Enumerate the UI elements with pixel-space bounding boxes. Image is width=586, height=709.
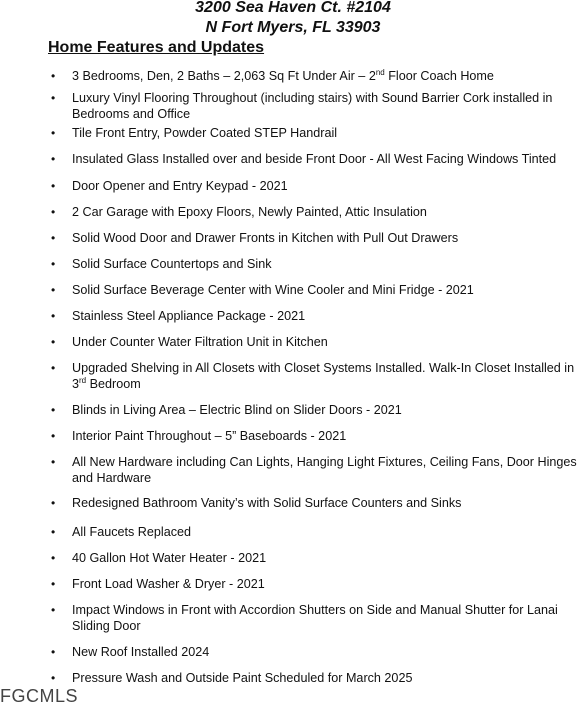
bullet-icon: • <box>51 525 56 539</box>
bullet-icon: • <box>51 126 56 140</box>
feature-text: Redesigned Bathroom Vanity’s with Solid Surface Counters and Sinks <box>72 496 462 510</box>
bullet-icon: • <box>51 205 56 219</box>
bullet-icon: • <box>51 603 56 617</box>
feature-text: 2 Car Garage with Epoxy Floors, Newly Painted, Attic Insulation <box>72 205 427 219</box>
bullet-icon: • <box>51 577 56 591</box>
bullet-icon: • <box>51 152 56 166</box>
feature-text: Stainless Steel Appliance Package - 2021 <box>72 309 306 323</box>
feature-text: Tile Front Entry, Powder Coated STEP Handrail <box>72 126 338 140</box>
bullet-icon: • <box>51 179 56 193</box>
bullet-icon: • <box>51 671 56 685</box>
feature-text: Blinds in Living Area – Electric Blind on Slider Doors - 2021 <box>72 403 402 417</box>
feature-text: Luxury Vinyl Flooring Throughout (including stairs) with Sound Barrier Cork installed in Bedrooms and Office <box>72 91 553 121</box>
bullet-icon: • <box>51 455 56 469</box>
feature-text: Solid Wood Door and Drawer Fronts in Kitchen with Pull Out Drawers <box>72 231 459 245</box>
bullet-icon: • <box>51 403 56 417</box>
address-street: 3200 Sea Haven Ct. #2104 <box>195 0 391 16</box>
feature-text: Door Opener and Entry Keypad - 2021 <box>72 179 288 193</box>
bullet-icon: • <box>51 257 56 271</box>
feature-text: Interior Paint Throughout – 5” Baseboards - 2021 <box>72 429 347 443</box>
bullet-icon: • <box>51 496 56 510</box>
feature-text: Upgraded Shelving in All Closets with Closet Systems Installed. Walk-In Closet Installed in 3rd Bedroom <box>72 361 575 391</box>
bullet-icon: • <box>51 309 56 323</box>
feature-text: Pressure Wash and Outside Paint Scheduled for March 2025 <box>72 671 413 685</box>
bullet-icon: • <box>51 335 56 349</box>
bullet-icon: • <box>51 551 56 565</box>
feature-text: 40 Gallon Hot Water Heater - 2021 <box>72 551 267 565</box>
bullet-icon: • <box>51 645 56 659</box>
bullet-icon: • <box>51 69 56 83</box>
bullet-icon: • <box>51 429 56 443</box>
address-city: N Fort Myers, FL 33903 <box>205 19 381 36</box>
feature-text: All New Hardware including Can Lights, Hanging Light Fixtures, Ceiling Fans, Door Hinges and Hardware <box>72 455 577 485</box>
bullet-icon: • <box>51 231 56 245</box>
bullet-icon: • <box>51 361 56 375</box>
feature-text: Impact Windows in Front with Accordion Shutters on Side and Manual Shutter for Lanai Sliding Door <box>72 603 558 633</box>
feature-text: All Faucets Replaced <box>72 525 192 539</box>
section-title: Home Features and Updates <box>48 39 265 56</box>
bullet-icon: • <box>51 91 56 105</box>
feature-text: Under Counter Water Filtration Unit in Kitchen <box>72 335 328 349</box>
feature-text: Insulated Glass Installed over and beside Front Door - All West Facing Windows Tinted <box>72 152 557 166</box>
feature-text: Solid Surface Countertops and Sink <box>72 257 272 271</box>
bullet-icon: • <box>51 283 56 297</box>
feature-text: New Roof Installed 2024 <box>72 645 210 659</box>
feature-text: Solid Surface Beverage Center with Wine Cooler and Mini Fridge - 2021 <box>72 283 474 297</box>
document-header <box>0 0 586 38</box>
feature-text: Front Load Washer & Dryer - 2021 <box>72 577 265 591</box>
mls-watermark: FGCMLS <box>0 686 79 706</box>
feature-text: 3 Bedrooms, Den, 2 Baths – 2,063 Sq Ft Under Air – 2nd Floor Coach Home <box>72 67 494 83</box>
